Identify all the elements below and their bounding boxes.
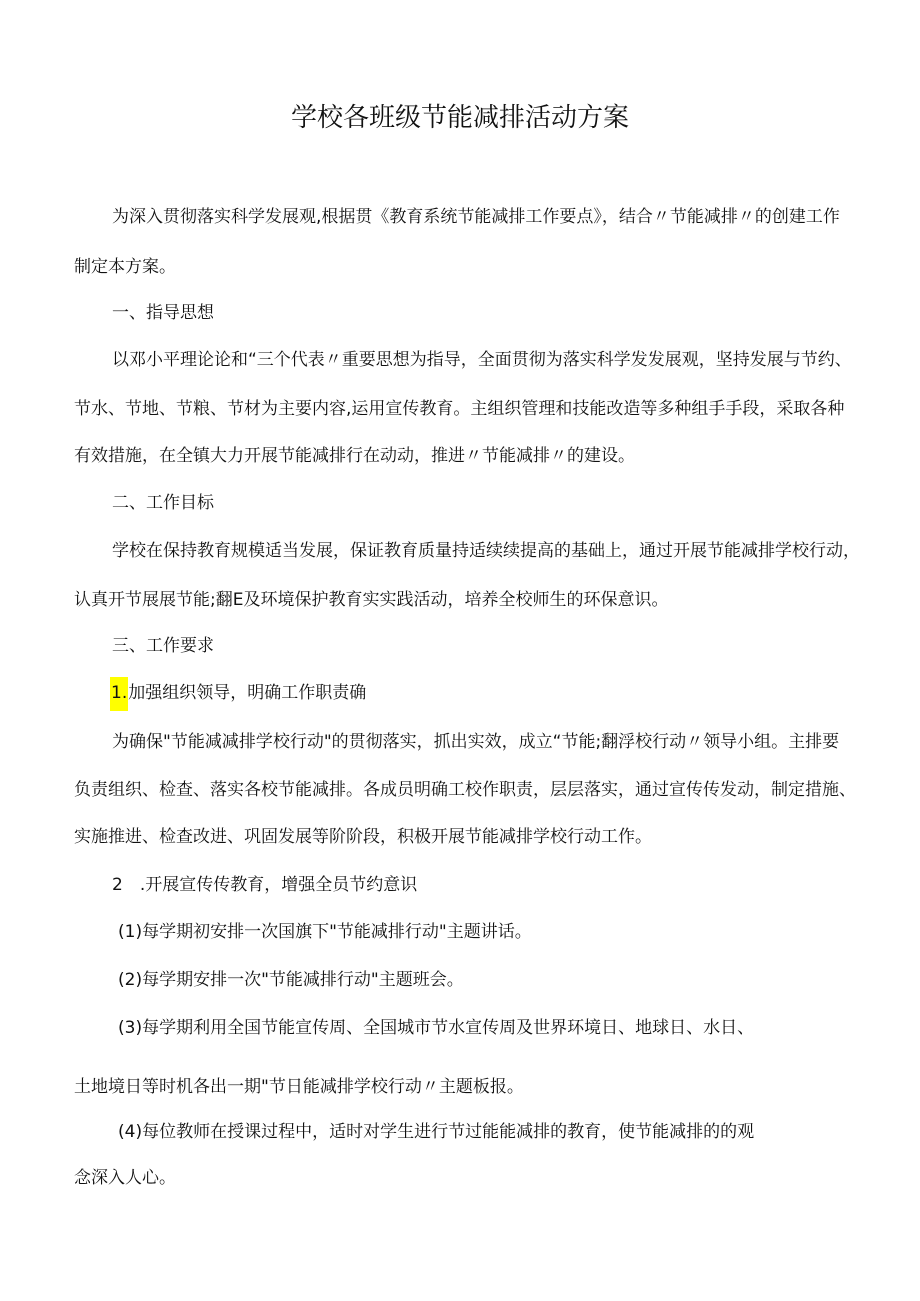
section-heading-guiding-ideology: 一、指导思想 <box>112 303 214 323</box>
item2-heading: 2 .开展宣传传教育，增强全员节约意识 <box>112 875 418 895</box>
section1-paragraph-line-3: 有效措施，在全镇大力开展节能减排行在动动，推进〃节能减排〃的建设。 <box>74 446 635 466</box>
section2-paragraph-line-1: 学校在保持教育规模适当发展，保证教育质量持适续续提高的基础上，通过开展节能减排学校行动， <box>112 541 860 561</box>
section1-paragraph-line-1: 以邓小平理论论和“三个代表〃重要思想为指导，全面贯彻为落实科学发发展观，坚持发展与节约、 <box>112 350 852 370</box>
item1-paragraph-line-1: 为确保"节能减减排学校行动"的贯彻落实，抓出实效，成立“节能;翻浮校行动〃领导小组。主排要 <box>112 732 840 752</box>
section-heading-work-goals: 二、工作目标 <box>112 493 214 513</box>
item1-paragraph-line-3: 实施推进、检查改进、巩固发展等阶阶段，积极开展节能减排学校行动工作。 <box>74 827 652 847</box>
subitem-2: (2)每学期安排一次"节能减排行动"主题班会。 <box>118 970 464 990</box>
section1-paragraph-line-2: 节水、节地、节粮、节材为主要内容,运用宣传教育。主组织管理和技能改造等多种组手手段，采取各种 <box>74 399 845 419</box>
item1-paragraph-line-2: 负责组织、检查、落实各校节能减排。各成员明确工校作职责，层层落实，通过宣传传发动，制定措施、 <box>74 780 856 800</box>
section-heading-work-requirements: 三、工作要求 <box>112 636 214 656</box>
section2-paragraph-line-2: 认真开节展展节能;翻E及环境保护教育实实践活动，培养全校师生的环保意识。 <box>74 590 669 610</box>
intro-paragraph-line-2: 制定本方案。 <box>74 257 176 277</box>
subitem-3-line-1: (3)每学期利用全国节能宣传周、全国城市节水宣传周及世界环境日、地球日、水日、 <box>118 1018 755 1038</box>
item1-number-highlight: 1. <box>110 677 128 711</box>
intro-paragraph-line-1: 为深入贯彻落实科学发展观,根据贯《教育系统节能减排工作要点》，结合〃节能减排〃的创建工作 <box>112 207 840 227</box>
subitem-3-line-2: 土地境日等时机各出一期"节日能减排学校行动〃主题板报。 <box>74 1077 524 1097</box>
subitem-4-line-2: 念深入人心。 <box>74 1168 176 1188</box>
document-title: 学校各班级节能减排活动方案 <box>290 103 629 133</box>
subitem-1: (1)每学期初安排一次国旗下"节能减排行动"主题讲话。 <box>118 922 532 942</box>
item1-heading: 加强组织领导，明确工作职责确 <box>128 683 367 703</box>
item1-heading-row <box>110 681 366 705</box>
subitem-4-line-1: (4)每位教师在授课过程中，适时对学生进行节过能能减排的教育，使节能减排的的观 <box>118 1122 755 1142</box>
